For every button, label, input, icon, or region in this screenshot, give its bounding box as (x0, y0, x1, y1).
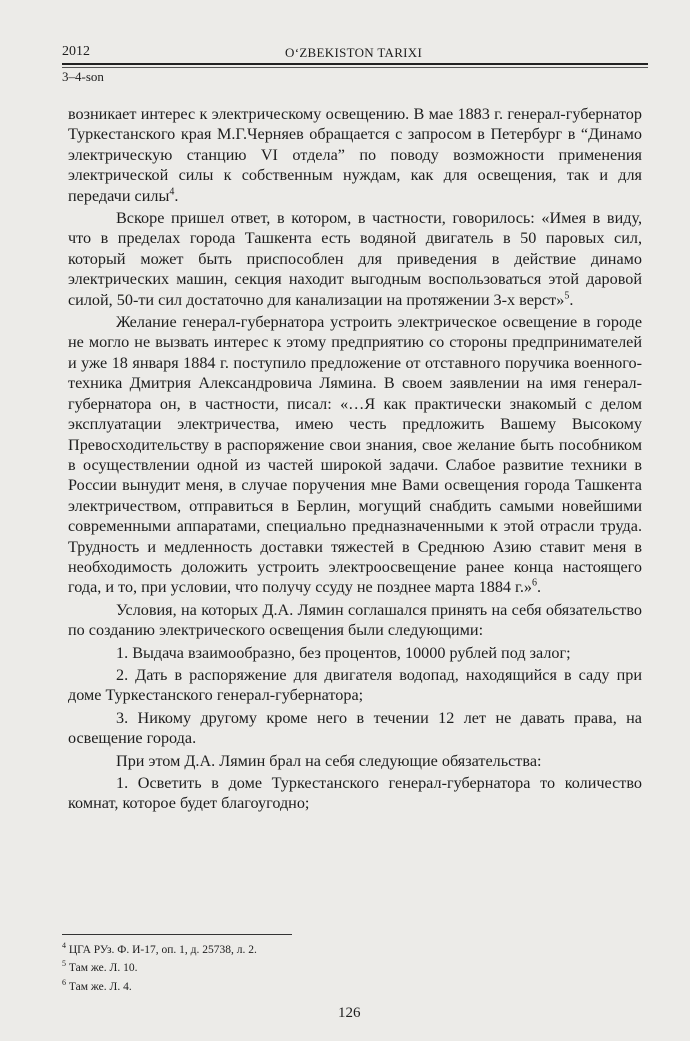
paragraph: При этом Д.А. Лямин брал на себя следующие обязательства: (116, 751, 542, 770)
footnote: $^4$ ЦГА РУз. Ф. И-17, оп. 1, д. 25738, л. 2. (62, 941, 257, 956)
header-year: 2012 (62, 44, 90, 59)
header-issue: 3–4-son (62, 69, 104, 84)
footnote: $^5$ Там же. Л. 10. (62, 959, 138, 975)
list-item: 2. Дать в распоряжение для двигателя водопад, находящийся в саду при доме Туркестанского генерал-губернатора; (68, 665, 642, 705)
footnotes (62, 939, 257, 994)
footnote-ref: 4 (169, 186, 175, 198)
footnote-ref: 5 (564, 290, 570, 302)
paragraph: Условия, на которых Д.А. Лямин соглашался принять на себя обязательство по созданию электрического освещения были следующими: (68, 600, 642, 640)
article-body (68, 104, 642, 816)
footnote-rule (62, 934, 292, 935)
page-number: 126 (338, 1005, 361, 1021)
header-journal-title: O‘ZBEKISTON TARIXI (285, 45, 423, 60)
paragraph: Вскоре пришел ответ, в котором, в частности, говорилось: «Имея в виду, что в пределах города Ташкента есть водяной двигатель в 50 паровых сил, который может быть приспособлен для приведения в действие динамо электрических машин, секция находит выгодным воспользоваться этой даровой силой, 50-ти сил достаточно для канализации на протяжении 3-х верст»$^5$. (68, 209, 642, 309)
paragraph: возникает интерес к электрическому освещению. В мае 1883 г. генерал-губернатор Туркестанского края М.Г.Черняев обращается с запросом в Петербург в “Динамо электрическую станцию VI отдела” по поводу возможности применения электрической силы к собственным нуждам, как для освещения, так и для передачи силы$^4$. (68, 105, 642, 205)
list-item: 1. Выдача взаимообразно, без процентов, 10000 рублей под залог; (116, 643, 571, 662)
paragraph: Желание генерал-губернатора устроить электрическое освещение в городе не могло не вызвать интерес к этому предприятию со стороны предпринимателей и уже 18 января 1884 г. поступило предложение от отставного поручика военного-техника Дмитрия Александровича Лямина. В своем заявлении на имя генерал-губернатора он, в частности, писал: «…Я как практически знакомый с делом эксплуатации электричества, имею честь предложить Вашему Высокому Превосходительству в распоряжение свои знания, свое желание быть пособником в осуществлении одной из частей широкой задачи. Слабое развитие техники в России вынудит меня, в случае поручения мне Вами освещения города Ташкента электричеством, отправиться в Берлин, могущий снабдить самыми новейшими современными аппаратами, специально предназначенными к этой отрасли труда. Трудность и медленность доставки тяжестей в Среднюю Азию ставит меня в необходимость доложить устроить электроосвещение ранее конца настоящего года, и то, при условии, что получу ссуду не позднее марта 1884 г.»$^6$. (68, 313, 642, 597)
list-item: 1. Осветить в доме Туркестанского генерал-губернатора то количество комнат, которое будет благоугодно; (68, 774, 642, 813)
list-item: 3. Никому другому кроме него в течении 12 лет не давать права, на освещение города. (68, 708, 642, 748)
header-rule-thin (62, 67, 648, 68)
footnote: $^6$ Там же. Л. 4. (62, 977, 132, 993)
header-rule (62, 63, 648, 65)
footnote-ref: 6 (532, 577, 538, 589)
